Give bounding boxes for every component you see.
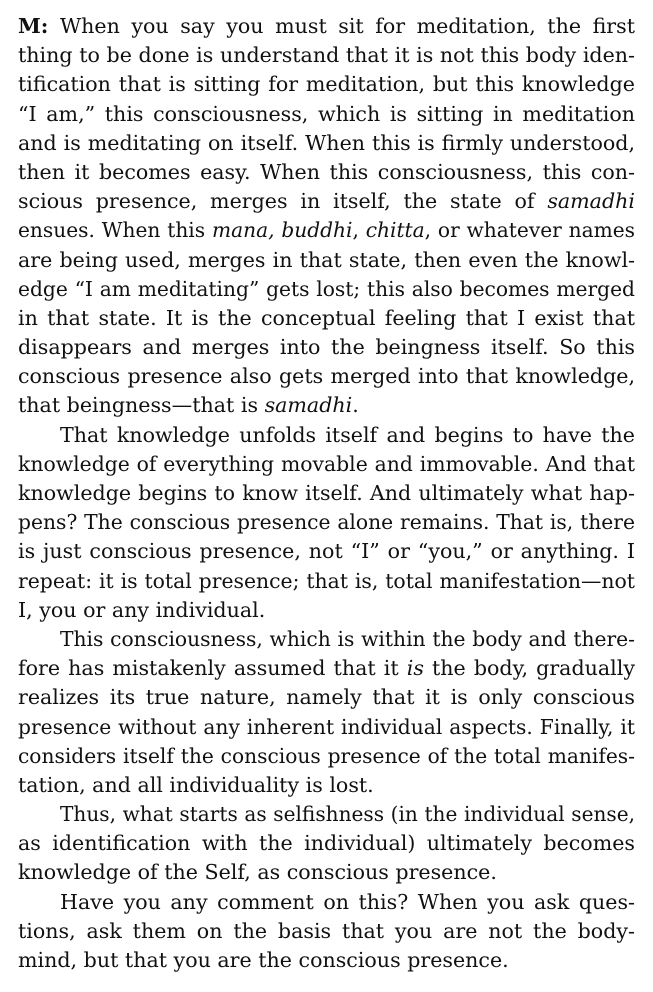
text-line: fore has mistakenly assumed that it is the body, gradually [18, 656, 635, 681]
text-line: mind, but that you are the conscious presence. [18, 948, 509, 972]
text-line: ensues. When this mana, buddhi, chitta, or whatever names [18, 218, 636, 243]
italic-term: samadhi [547, 189, 635, 214]
text-line: “I am,” this consciousness, which is sitting in meditation [18, 101, 635, 126]
speaker-label: M: [18, 14, 49, 38]
text-line: tation, and all individuality is lost. [18, 772, 374, 797]
text-line: knowledge of the Self, as conscious presence. [18, 860, 497, 885]
book-page [18, 12, 635, 975]
text-line: thing to be done is understand that it is not this body iden- [18, 43, 635, 68]
text-line: realizes its true nature, namely that it is only conscious [18, 685, 635, 710]
body-text [18, 12, 635, 975]
text-line: repeat: it is total presence; that is, total manifestation—not [18, 568, 635, 593]
text-line: as identification with the individual) ultimately becomes [18, 831, 635, 856]
text-line: Thus, what starts as selfishness (in the individual sense, [60, 802, 635, 827]
text-line: scious presence, merges in itself, the state of samadhi [18, 189, 635, 214]
text-line: disappears and merges into the beingness itself. So this [18, 335, 635, 360]
text-line: knowledge of everything movable and immovable. And that [18, 451, 635, 476]
italic-term: samadhi [264, 393, 353, 418]
italic-term: mana, buddhi [211, 218, 353, 243]
italic-term: is [406, 656, 424, 681]
paragraph [18, 888, 635, 976]
text-line: conscious presence also gets merged into that knowledge, [18, 364, 635, 389]
text-line: pens? The conscious presence alone remains. That is, there [18, 510, 635, 535]
paragraph [18, 421, 635, 625]
text-line: that beingness—that is samadhi. [18, 393, 359, 418]
text-line: M: When you say you must sit for meditation, the first [18, 14, 635, 38]
text-line: is just conscious presence, not “I” or “you,” or anything. I [18, 539, 635, 564]
italic-term: chitta [365, 218, 425, 243]
text-line: tions, ask them on the basis that you are not the body- [18, 918, 635, 943]
paragraph [18, 625, 635, 800]
text-line: edge “I am meditating” gets lost; this also becomes merged [18, 276, 635, 301]
text-line: in that state. It is the conceptual feeling that I exist that [18, 305, 635, 330]
text-line: I, you or any individual. [18, 597, 266, 622]
text-line: then it becomes easy. When this consciousness, this con- [18, 159, 635, 184]
text-line: presence without any inherent individual aspects. Finally, it [18, 714, 635, 739]
text-line: That knowledge unfolds itself and begins to have the [60, 422, 635, 447]
text-line: are being used, merges in that state, then even the knowl- [18, 247, 635, 272]
text-line: Have you any comment on this? When you ask ques- [60, 889, 635, 914]
text-line: considers itself the conscious presence of the total manifes- [18, 743, 635, 768]
text-line: tification that is sitting for meditation, but this knowledge [18, 72, 635, 97]
text-line: and is meditating on itself. When this is firmly understood, [18, 130, 635, 155]
paragraph [18, 12, 635, 421]
text-line: knowledge begins to know itself. And ultimately what hap- [18, 481, 635, 505]
text-line: This consciousness, which is within the body and there- [60, 626, 635, 651]
paragraph [18, 800, 635, 888]
